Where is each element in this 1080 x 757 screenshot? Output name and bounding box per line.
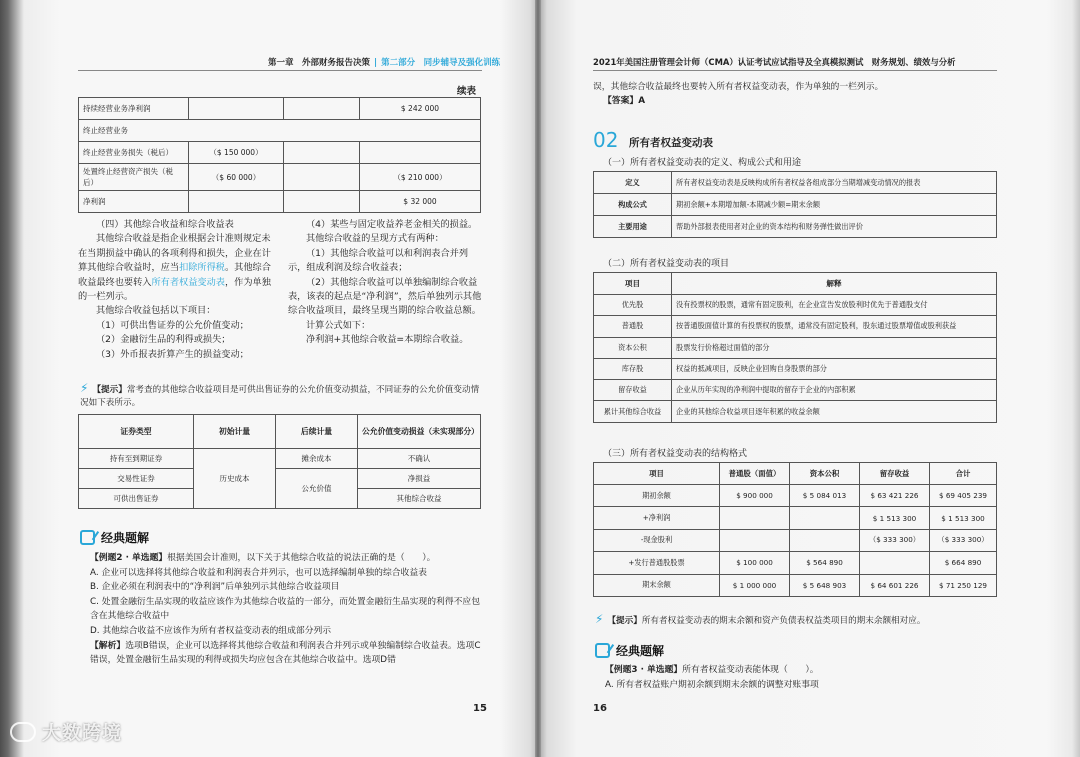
link-income-tax[interactable]: 扣除所得税 (179, 262, 225, 274)
table-row: 优先股 没有投票权的股票，通常有固定股利，在企业宣告发放股利时优先于普通股支付 (594, 295, 997, 316)
section-title: （四）其他综合收益和综合收益表 (96, 219, 234, 230)
oci-left-column: （四）其他综合收益和综合收益表 其他综合收益是指企业根据会计准则规定未在当期损益中确认的各项利得和损失，企业在计算其他综合收益时，应当扣除所得税。其他综合收益最终也要转入所有者权益变动表，作为单独的一栏列示。 其他综合收益包括以下项目： （1）可供出售证券的公允价值变动； （2）金融衍生品的利得或损失； （3）外币报表折算产生的损益变动； (78, 218, 274, 362)
table-header-row: 项目 普通股（面值） 资本公积 留存收益 合计 (594, 463, 997, 485)
table-row: +发行普通股股票 $ 100 000 $ 564 890 $ 664 890 (594, 552, 997, 574)
answer: 【答案】A (603, 96, 645, 107)
section-number: 02 (593, 128, 619, 152)
table-row: 终止经营业务 (79, 120, 481, 142)
list-item: （3）外币报表折算产生的损益变动； (96, 348, 249, 360)
page-number-right: 16 (593, 703, 607, 714)
example-2: 【例题2 · 单选题】根据美国会计准则，以下关于其他综合收益的说法正确的是（ ）。 A. 企业可以选择将其他综合收益和利润表合并列示，也可以选择编制单独的综合收益表 B. 企业必须在利润表中的“净利润”后单独列示其他综合收益项目 C. 处置金融衍生品实现的收益应该作为其他综合收益的一部分，而处置金融衍生品实现的利得不应包含在其他综合收益中 D. 其他综合收益不应该作为所有者权益变动表的组成部分列示 【解析】选项B错误，企业可以选择将其他综合收益和利润表合并列示或单独编制综合收益表。选项C错误，处置金融衍生品实现的利得或损失均应包含在其他综合收益中。选项D错 (80, 551, 482, 668)
link-equity-statement[interactable]: 所有者权益变动表 (151, 276, 225, 288)
table-row: 累计其他综合收益 企业的其他综合收益项目逐年积累的收益余额 (594, 401, 997, 422)
header-rule (78, 70, 482, 71)
table-row: 主要用途 帮助外部报表使用者对企业的资本结构和财务弹性做出评价 (594, 216, 997, 238)
carry-text: 误，其他综合收益最终也要转入所有者权益变动表，作为单独的一栏列示。 【答案】A (593, 80, 997, 109)
tip-box: ⚡ 【提示】所有者权益变动表的期末余额和资产负债表权益类项目的期末余额相对应。 (595, 612, 926, 626)
table-row: 处置终止经营资产损失（税后） （$ 60 000） （$ 210 000） (79, 164, 481, 191)
tip-box: ⚡ 【提示】常考查的其他综合收益项目是可供出售证券的公允价值变动损益，不同证券的公允价值变动情况如下表所示。 (80, 381, 480, 408)
list-item: （4）某些与固定收益养老金相关的损益。 (306, 219, 478, 230)
watermark: 大数跨境 (10, 718, 122, 745)
table-row: 可供出售证券 其他综合收益 (79, 489, 481, 509)
income-table (78, 97, 481, 213)
option-b: B. 企业必须在利润表中的“净利润”后单独列示其他综合收益项目 (90, 582, 340, 593)
running-head-separator: | (374, 58, 378, 68)
lightning-icon: ⚡ (595, 612, 604, 626)
left-page (0, 0, 537, 757)
table-row: +净利润 $ 1 513 300 $ 1 513 300 (594, 507, 997, 529)
page-number-left: 15 (473, 703, 487, 714)
oci-right-column: （4）某些与固定收益养老金相关的损益。 其他综合收益的呈现方式有两种： （1）其他综合收益可以和利润表合并列示，组成利润及综合收益表； （2）其他综合收益可以单独编制综合收益表，该表的起点是“净利润”，然后单独列示其他综合收益项目，最终呈现当期的综合收益总额。 计算公式如下： 净利润+其他综合收益=本期综合收益。 (288, 218, 484, 348)
table-row: 构成公式 期初余额+本期增加额-本期减少额=期末余额 (594, 194, 997, 216)
equity-items-table (593, 272, 997, 423)
table-row: 库存股 权益的抵减项目，反映企业回购自身股票的部分 (594, 358, 997, 379)
list-item: （1）可供出售证券的公允价值变动； (96, 319, 249, 331)
oci-definition: 其他综合收益是指企业根据会计准则规定未在当期损益中确认的各项利得和损失，企业在计算其他综合收益时，应当扣除所得税。其他综合收益最终也要转入所有者权益变动表，作为单独的一栏列示。 (78, 233, 271, 303)
continued-label: 续表 (457, 86, 477, 97)
watermark-logo-icon (10, 722, 36, 742)
table-row: 持有至到期证券 历史成本 摊余成本 不确认 (79, 449, 481, 469)
table-row: 留存收益 企业从历年实现的净利润中提取的留存于企业的内部积累 (594, 380, 997, 401)
examples-heading: 经典题解 (80, 529, 149, 546)
running-head-left (268, 56, 500, 68)
subsection-2: （二）所有者权益变动表的项目 (603, 259, 730, 269)
table-row: 终止经营业务损失（税后） （$ 150 000） (79, 142, 481, 164)
examples-heading: 经典题解 (595, 642, 664, 659)
equity-structure-table (593, 462, 997, 597)
table-header-row: 证券类型 初始计量 后续计量 公允价值变动损益（未实现部分） (79, 415, 481, 449)
subsection-1: （一）所有者权益变动表的定义、构成公式和用途 (603, 158, 802, 168)
table-header-row: 项目 解释 (594, 273, 997, 295)
running-head-right: 2021年美国注册管理会计师（CMA）认证考试应试指导及全真模拟测试 财务规划、绩效与分析 (593, 57, 956, 67)
table-row: 交易性证券 公允价值 净损益 (79, 469, 481, 489)
table-row: 期初余额 $ 900 000 $ 5 084 013 $ 63 421 226 $ 69 405 239 (594, 485, 997, 507)
analysis: 【解析】选项B错误，企业可以选择将其他综合收益和利润表合并列示或单独编制综合收益表。选项C错误，处置金融衍生品实现的利得或损失均应包含在其他综合收益中。选项D错 (90, 640, 481, 666)
table-row: 净利润 $ 32 000 (79, 191, 481, 213)
section-title: 所有者权益变动表 (629, 137, 713, 149)
table-row: 普通股 按普通股面值计算的有投票权的股票，通常没有固定股利，股东通过股票增值或股利获益 (594, 316, 997, 337)
securities-table (78, 414, 481, 509)
option-a: A. 所有者权益账户期初余额到期末余额的调整对账事项 (605, 679, 819, 690)
option-c: C. 处置金融衍生品实现的收益应该作为其他综合收益的一部分，而处置金融衍生品实现的利得不应包含在其他综合收益中 (90, 596, 481, 622)
book-gutter (535, 0, 541, 757)
header-rule (593, 70, 997, 71)
list-item: （2）金融衍生品的利得或损失； (96, 334, 231, 346)
part-title: 第二部分 同步辅导及强化训练 (381, 58, 501, 68)
table-row: 持续经营业务净利润 $ 242 000 (79, 98, 481, 120)
lightning-icon: ⚡ (80, 381, 89, 395)
chapter-title: 第一章 外部财务报告决策 (268, 58, 371, 68)
option-d: D. 其他综合收益不应该作为所有者权益变动表的组成部分列示 (90, 625, 332, 636)
table-row: -现金股利 （$ 333 300） （$ 333 300） (594, 529, 997, 551)
pencil-box-icon (595, 643, 610, 658)
pencil-box-icon (80, 530, 95, 545)
option-a: A. 企业可以选择将其他综合收益和利润表合并列示，也可以选择编制单独的综合收益表 (90, 567, 427, 578)
subsection-3: （三）所有者权益变动表的结构格式 (603, 449, 748, 459)
table-row: 期末余额 $ 1 000 000 $ 5 648 903 $ 64 601 226 $ 71 250 129 (594, 574, 997, 596)
table-row: 资本公积 股票发行价格超过面值的部分 (594, 337, 997, 358)
example-3: 【例题3 · 单选题】所有者权益变动表能体现（ ）。 A. 所有者权益账户期初余额到期末余额的调整对账事项 (595, 663, 999, 692)
definition-table (593, 171, 997, 238)
formula: 净利润+其他综合收益=本期综合收益。 (306, 334, 469, 346)
table-row: 定义 所有者权益变动表是反映构成所有者权益各组成部分当期增减变动情况的报表 (594, 172, 997, 194)
